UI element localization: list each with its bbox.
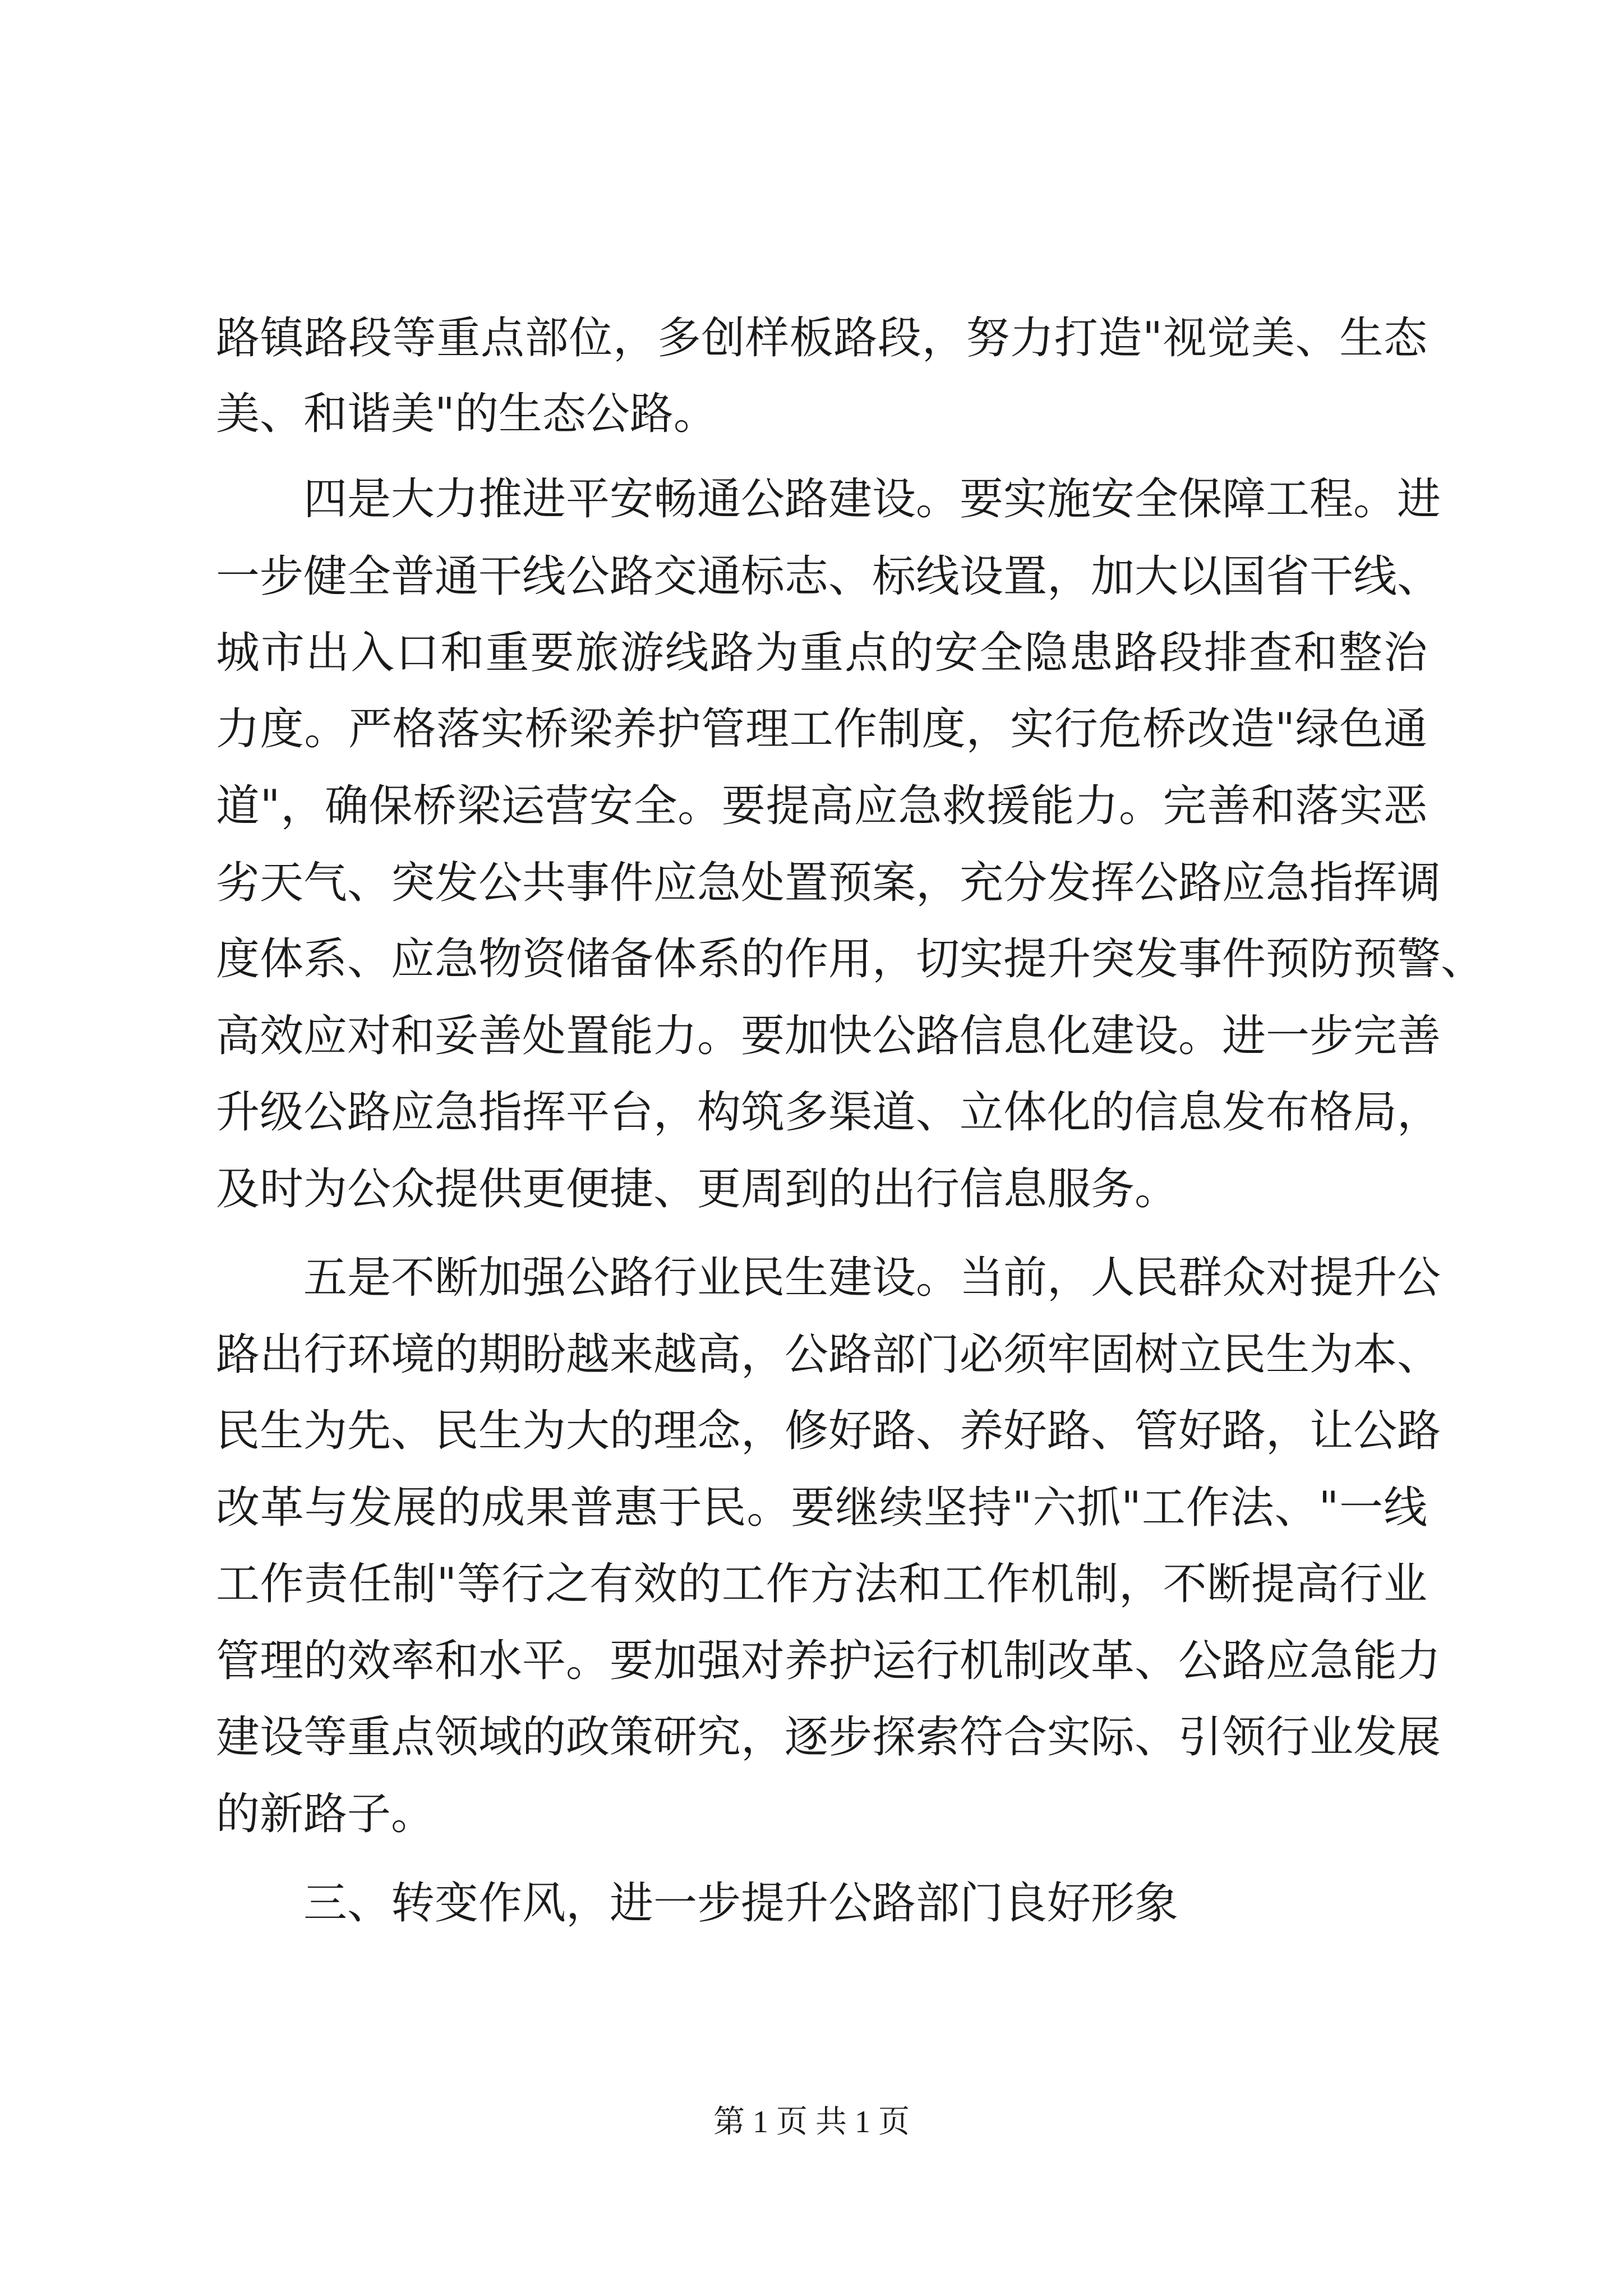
paragraph-5-start: 五是不断加强公路行业民生建设。当前，人民群众对提升公 <box>303 1253 1441 1303</box>
text-line: 的新路子。 <box>216 1789 435 1839</box>
text-line: 民生为先、民生为大的理念，修好路、养好路、管好路，让公路 <box>216 1406 1441 1456</box>
text-line: 及时为公众提供更便捷、更周到的出行信息服务。 <box>216 1164 1179 1214</box>
text-line: 度体系、应急物资储备体系的作用，切实提升突发事件预防预警、 <box>216 934 1485 984</box>
text-line: 美、和谐美"的生态公路。 <box>216 389 717 439</box>
text-line: 道"，确保桥梁运营安全。要提高应急救援能力。完善和落实恶 <box>216 781 1427 831</box>
paragraph-4-start: 四是大力推进平安畅通公路建设。要实施安全保障工程。进 <box>303 474 1441 524</box>
text-line: 城市出入口和重要旅游线路为重点的安全隐患路段排查和整治 <box>216 628 1427 678</box>
text-line: 一步健全普通干线公路交通标志、标线设置，加大以国省干线、 <box>216 551 1441 602</box>
text-line: 管理的效率和水平。要加强对养护运行机制改革、公路应急能力 <box>216 1636 1441 1686</box>
text-line: 高效应对和妥善处置能力。要加快公路信息化建设。进一步完善 <box>216 1011 1441 1061</box>
text-line: 改革与发展的成果普惠于民。要继续坚持"六抓"工作法、"一线 <box>216 1483 1427 1533</box>
page-footer: 第 1 页 共 1 页 <box>713 2105 910 2139</box>
text-line: 建设等重点领域的政策研究，逐步探索符合实际、引领行业发展 <box>216 1712 1441 1763</box>
text-line: 工作责任制"等行之有效的工作方法和工作机制，不断提高行业 <box>216 1559 1427 1609</box>
section-heading: 三、转变作风，进一步提升公路部门良好形象 <box>303 1878 1179 1929</box>
text-line: 力度。严格落实桥梁养护管理工作制度，实行危桥改造"绿色通 <box>216 704 1427 754</box>
text-line: 升级公路应急指挥平台，构筑多渠道、立体化的信息发布格局， <box>216 1087 1441 1138</box>
text-line: 劣天气、突发公共事件应急处置预案，充分发挥公路应急指挥调 <box>216 858 1441 908</box>
text-line: 路镇路段等重点部位，多创样板路段，努力打造"视觉美、生态 <box>216 313 1427 364</box>
text-line: 路出行环境的期盼越来越高，公路部门必须牢固树立民生为本、 <box>216 1329 1441 1380</box>
